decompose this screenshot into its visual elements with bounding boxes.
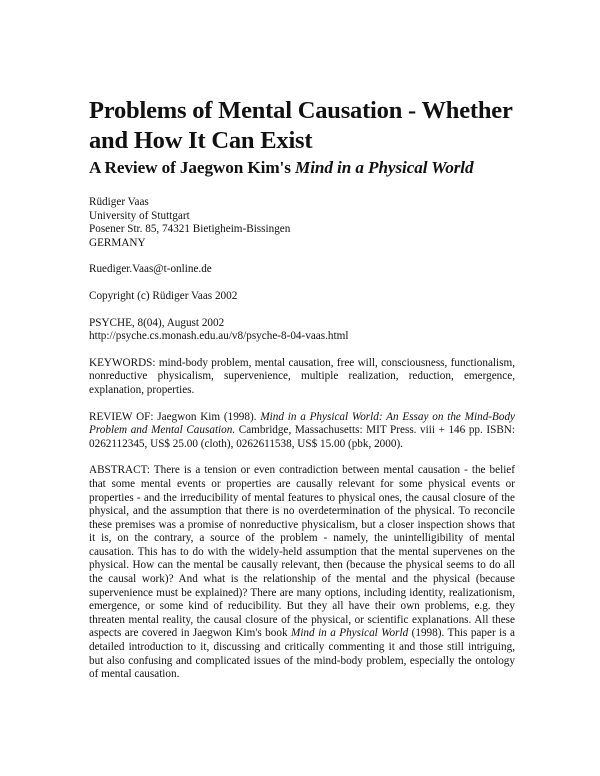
article-url: http://psyche.cs.monash.edu.au/v8/psyche-8-04-vaas.html (89, 330, 349, 343)
author-email: Ruediger.Vaas@t-online.de (89, 263, 212, 276)
journal-citation: PSYCHE, 8(04), August 2002 (89, 316, 225, 329)
author-country: GERMANY (89, 236, 146, 249)
paper-title (89, 96, 515, 156)
abstract-paragraph (89, 464, 515, 682)
review-of-paragraph (89, 411, 515, 452)
abstract-text-2: (1998). This paper is a detailed introduction to it, discussing and critically commenting it and those still intriguing, but also confusing and complicated issues of the mind-body problem, especially the ontology of mental causation. (89, 627, 515, 681)
review-of-prefix: REVIEW OF: Jaegwon Kim (1998). (89, 410, 261, 423)
copyright-notice: Copyright (c) Rüdiger Vaas 2002 (89, 289, 238, 302)
author-affiliation: University of Stuttgart (89, 209, 190, 222)
author-address: Posener Str. 85, 74321 Bietigheim-Bissingen (89, 223, 291, 236)
publication-info (89, 317, 515, 344)
title-line-2: and How It Can Exist (89, 127, 313, 154)
subtitle-prefix: A Review of Jaegwon Kim's (89, 158, 296, 177)
title-line-1: Problems of Mental Causation - Whether (89, 97, 513, 124)
abstract-book-title: Mind in a Physical World (291, 627, 409, 640)
paper-page (89, 96, 515, 682)
review-of-details: Cambridge, Massachusetts: MIT Press. viii + 146 pp. ISBN: 0262112345, US$ 25.00 (cloth), 0262611538, US$ 15.00 (pbk, 2000). (89, 424, 515, 450)
abstract-text-1: ABSTRACT: There is a tension or even contradiction between mental causation - the belief that some mental events or properties are causally relevant for some physical events or properties - and the irreducibility of mental features to physical ones, the causal closure of the physical, and the assumption that there is no overdetermination of the physical. To reconcile these premises was a promise of nonreductive physicalism, but a closer inspection shows that it is, on the contrary, a source of the problem - namely, the unintelligibility of mental causation. This has to do with the widely-held assumption that the mental supervenes on the physical. How can the mental be causally relevant, then (because the physical seems to do all the causal work)? And what is the relationship of the mental and the physical (because supervenience must be explained)? There are many options, including identity, realizationism, emergence, or some kind of reducibility. But they all have their own problems, e.g. they threaten mental reality, the causal closure of the physical, or scientific explanations. All these aspects are covered in Jaegwon Kim's book (89, 464, 515, 640)
author-block (89, 196, 515, 250)
keywords-paragraph: KEYWORDS: mind-body problem, mental causation, free will, consciousness, functionalism, nonreductive physicalism, supervenience, multiple realization, reduction, emergence, explanation, properties. (89, 356, 515, 396)
subtitle-book-title: Mind in a Physical World (295, 158, 474, 177)
paper-subtitle (89, 157, 515, 179)
review-of-book-title: Mind in a Physical World: An Essay on the Mind-Body Problem and Mental Causation. (89, 410, 516, 437)
author-name: Rüdiger Vaas (89, 196, 149, 208)
